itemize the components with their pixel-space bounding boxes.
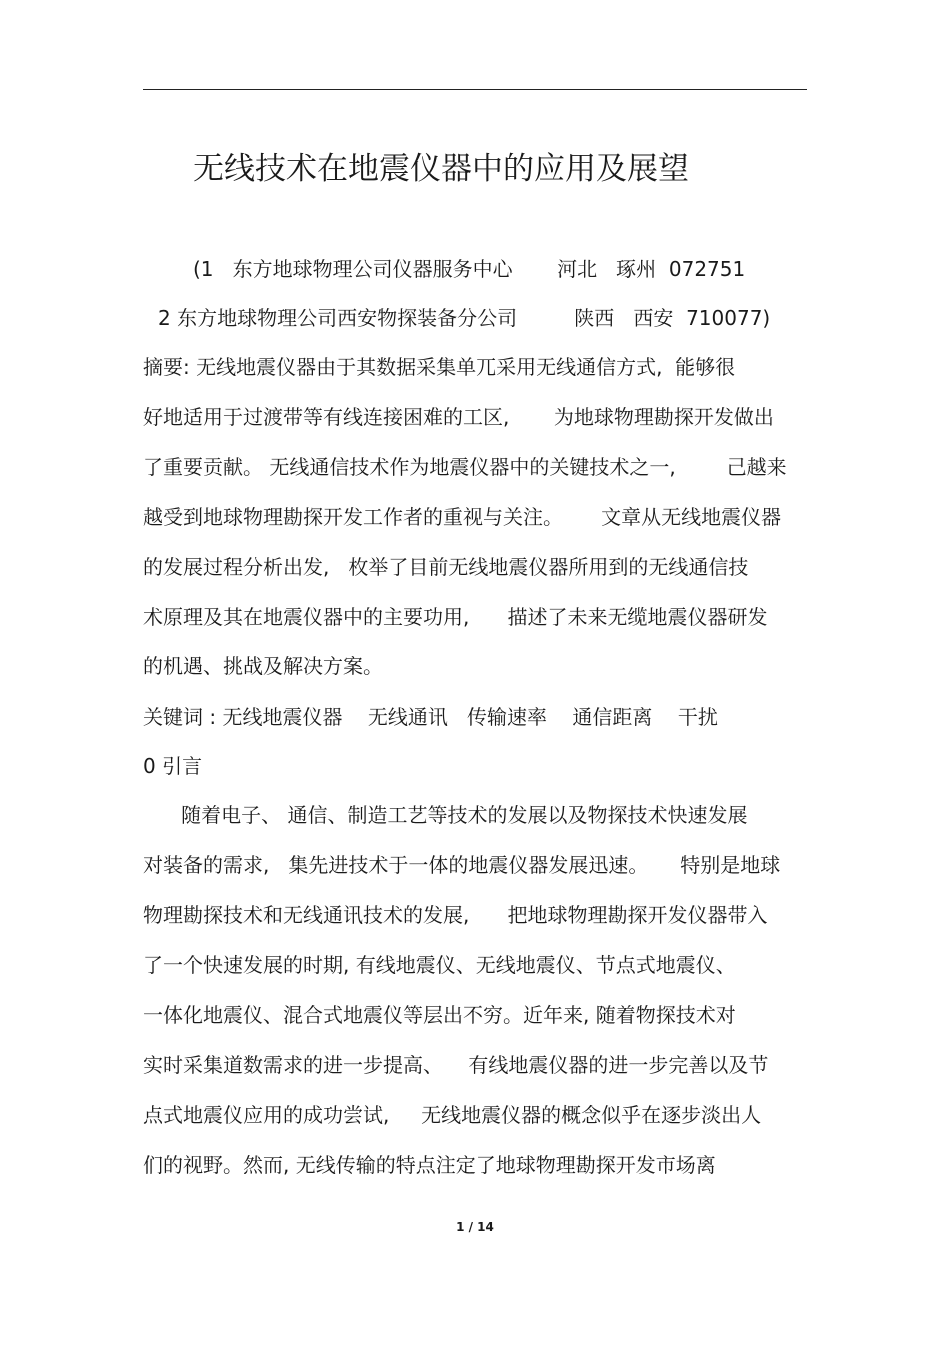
body-line: 们的视野。然而, 无线传输的特点注定了地球物理勘探开发市场离 — [143, 1153, 716, 1177]
keywords-line: 关键词 : 无线地震仪器 无线通讯 传输速率 通信距离 干扰 — [143, 705, 718, 729]
abstract-line: 的发展过程分析出发, 枚举了目前无线地震仪器所用到的无线通信技 — [143, 555, 749, 579]
body-line: 随着电子、 通信、制造工艺等技术的发展以及物探技术快速发展 — [143, 803, 748, 827]
abstract-line: 好地适用于过渡带等有线连接困难的工区, 为地球物理勘探开发做出 — [143, 405, 774, 429]
abstract-line: 越受到地球物理勘探开发工作者的重视与关注。 文章从无线地震仪器 — [143, 505, 782, 529]
affiliation-line-1: (1 东方地球物理公司仪器服务中心 河北 琢州 072751 — [193, 257, 746, 281]
body-line: 了一个快速发展的时期, 有线地震仪、无线地震仪、节点式地震仪、 — [143, 953, 736, 977]
abstract-line: 了重要贡献。 无线通信技术作为地震仪器中的关键技术之一, 己越来 — [143, 455, 787, 479]
body-line: 实时采集道数需求的进一步提高、 有线地震仪器的进一步完善以及节 — [143, 1053, 769, 1077]
abstract-line: 术原理及其在地震仪器中的主要功用, 描述了未来无缆地震仪器研发 — [143, 605, 768, 629]
header-rule — [143, 89, 807, 90]
section-heading: 0 引言 — [143, 754, 203, 778]
body-line: 对装备的需求, 集先进技术于一体的地震仪器发展迅速。 特别是地球 — [143, 853, 781, 877]
abstract-line: 摘要: 无线地震仪器由于其数据采集单兀采用无线通信方式, 能够很 — [143, 355, 736, 379]
affiliation-line-2: 2 东方地球物理公司西安物探装备分公司 陕西 西安 710077) — [158, 306, 771, 330]
abstract-line: 的机遇、挑战及解决方案。 — [143, 654, 383, 678]
page-title: 无线技术在地震仪器中的应用及展望 — [193, 151, 689, 187]
page-number: 1 / 14 — [456, 1220, 494, 1234]
body-line: 物理勘探技术和无线通讯技术的发展, 把地球物理勘探开发仪器带入 — [143, 903, 768, 927]
body-line: 点式地震仪应用的成功尝试, 无线地震仪器的概念似乎在逐步淡出人 — [143, 1103, 762, 1127]
body-line: 一体化地震仪、混合式地震仪等层出不穷。近年来, 随着物探技术对 — [143, 1003, 736, 1027]
